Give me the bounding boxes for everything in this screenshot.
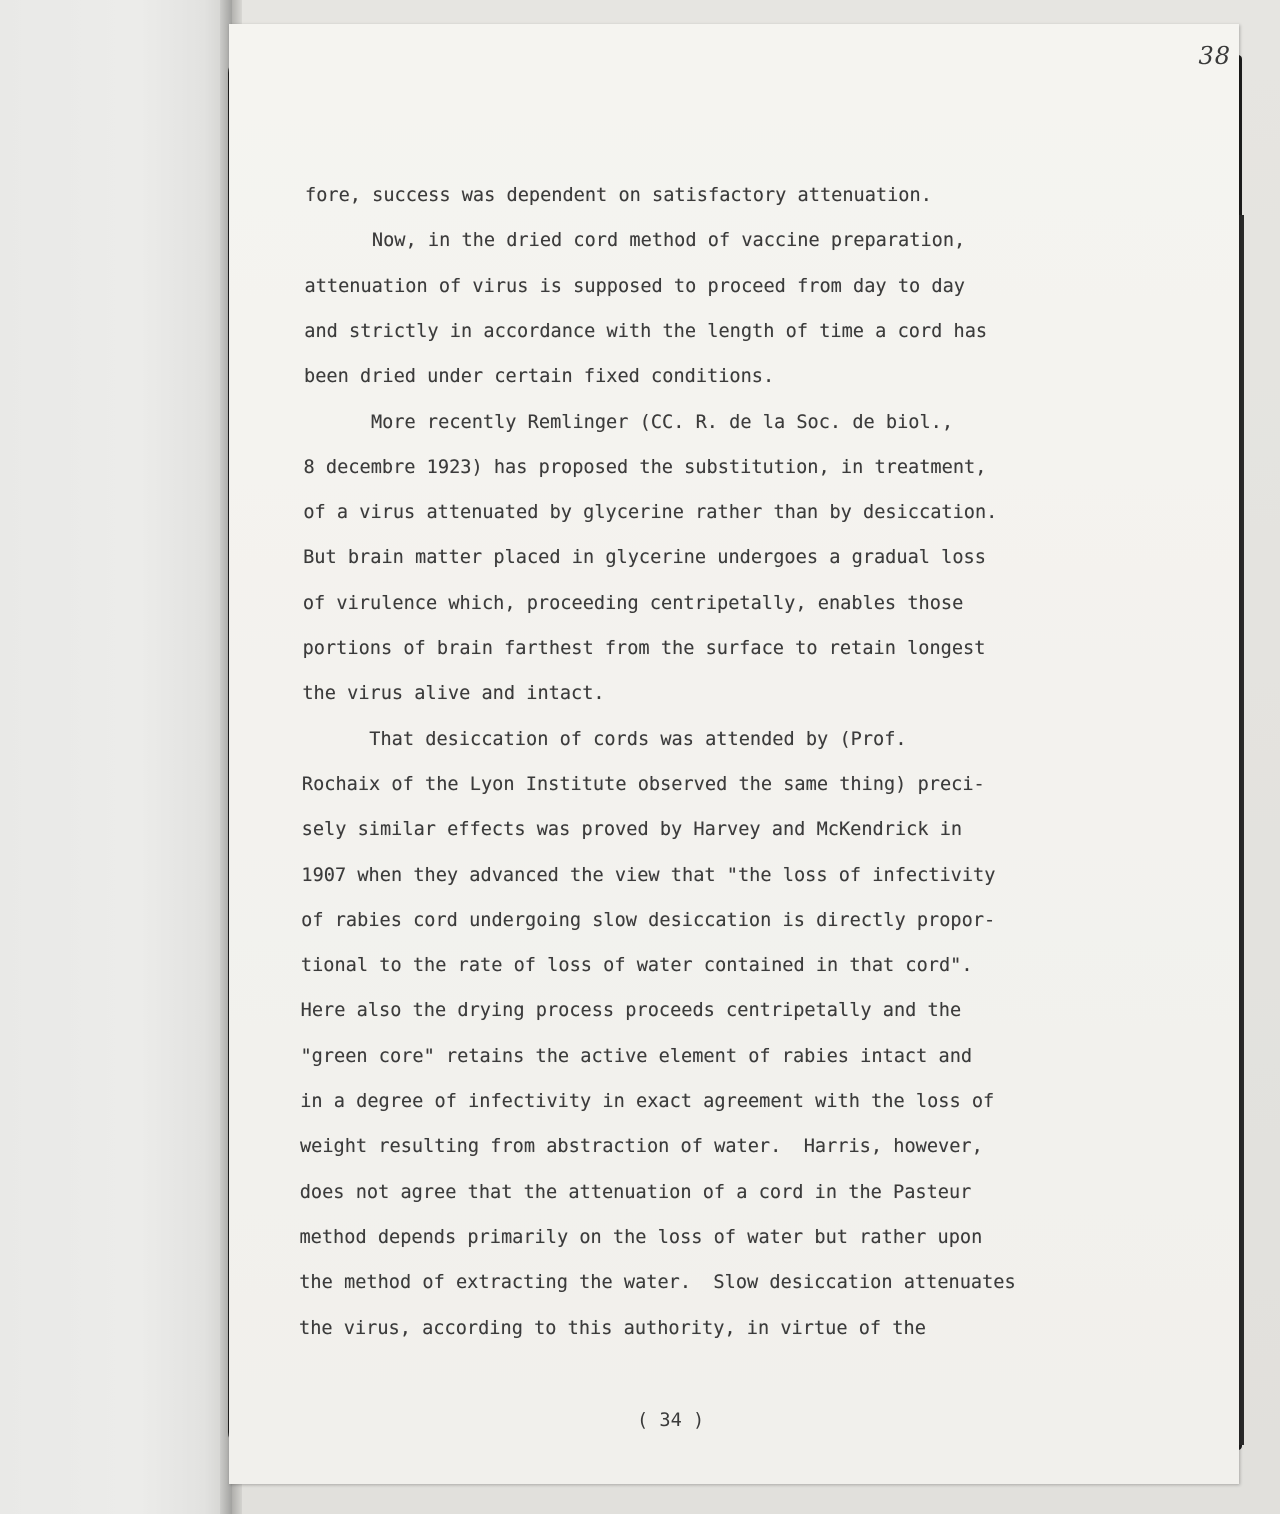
- text-line: does not agree that the attenuation of a cord in the Pasteur: [299, 1181, 972, 1203]
- text-line: sely similar effects was proved by Harvey and McKendrick in: [301, 819, 963, 841]
- page-number: ( 34 ): [637, 1410, 705, 1431]
- text-line: weight resulting from abstraction of water. Harris, however,: [299, 1136, 983, 1158]
- text-line: attenuation of virus is supposed to proceed from day to day: [304, 275, 965, 297]
- text-line: tional to the rate of loss of water contained in that cord".: [300, 955, 973, 977]
- text-line: "green core" retains the active element of rabies intact and: [300, 1045, 973, 1067]
- text-line: Here also the drying process proceeds centripetally and the: [300, 1000, 962, 1022]
- text-line: fore, success was dependent on satisfactory attenuation.: [305, 185, 932, 206]
- text-line: method depends primarily on the loss of water but rather upon: [299, 1226, 983, 1248]
- text-line: been dried under certain fixed conditions.: [304, 366, 775, 388]
- typewritten-body: [229, 24, 1239, 1484]
- text-line: Rochaix of the Lyon Institute observed the same thing) preci-: [301, 773, 985, 795]
- text-line: of virulence which, proceeding centripetally, enables those: [302, 592, 964, 614]
- text-line: the method of extracting the water. Slow desiccation attenuates: [299, 1272, 1016, 1294]
- text-line: Now, in the dried cord method of vaccine preparation,: [304, 230, 966, 252]
- text-line: 1907 when they advanced the view that "the loss of infectivity: [301, 864, 996, 886]
- left-page: [0, 0, 232, 1514]
- text-line: of rabies cord undergoing slow desiccation is directly propor-: [301, 909, 996, 931]
- text-line: and strictly in accordance with the length of time a cord has: [304, 320, 988, 342]
- text-line: in a degree of infectivity in exact agreement with the loss of: [300, 1091, 995, 1112]
- text-line: That desiccation of cords was attended by (Prof.: [302, 728, 907, 750]
- handwritten-folio-number: 38: [1198, 42, 1231, 70]
- text-line: the virus, according to this authority, in virtue of the: [299, 1317, 926, 1339]
- text-line: portions of brain farthest from the surface to retain longest: [302, 638, 986, 659]
- text-line: More recently Remlinger (CC. R. de la Soc. de biol.,: [303, 411, 954, 433]
- text-line: 8 decembre 1923) has proposed the substitution, in treatment,: [303, 456, 987, 478]
- show-through-text: [0, 0, 240, 1514]
- text-line: of a virus attenuated by glycerine rather than by desiccation.: [303, 502, 998, 524]
- document-page: [229, 24, 1239, 1484]
- text-line: But brain matter placed in glycerine undergoes a gradual loss: [303, 547, 986, 569]
- text-line: the virus alive and intact.: [302, 683, 605, 705]
